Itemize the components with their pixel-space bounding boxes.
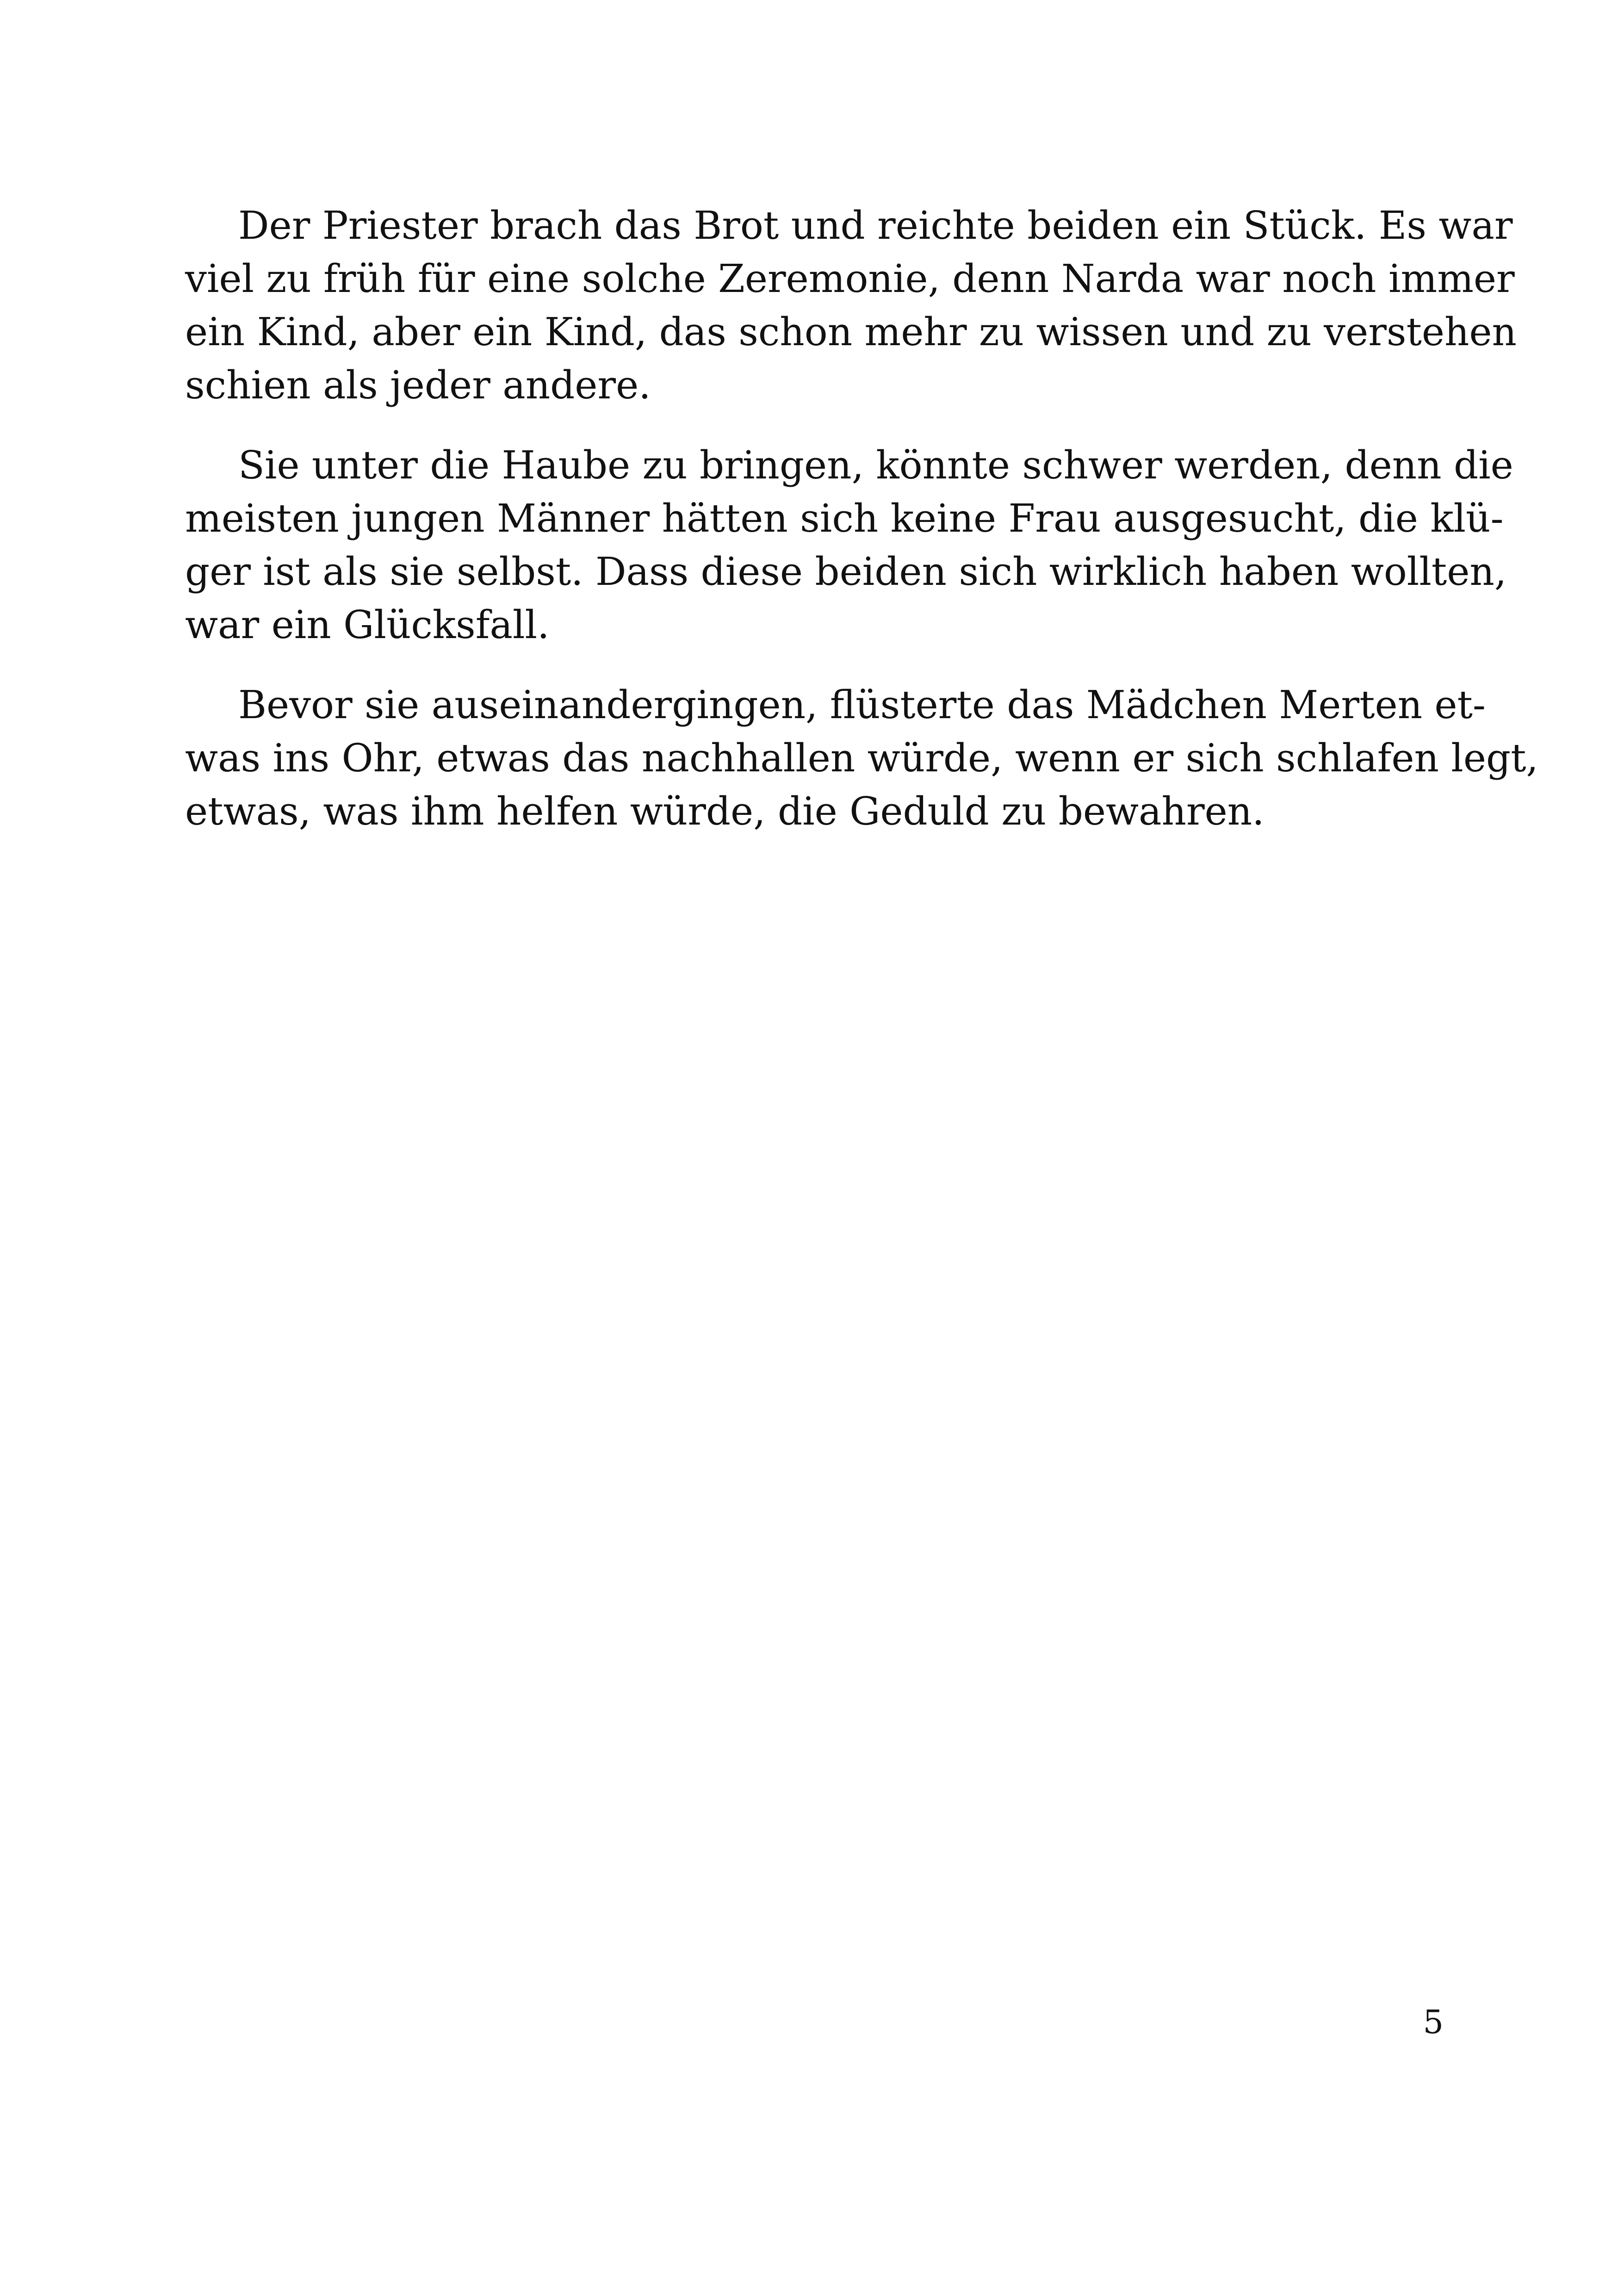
text-line: was ins Ohr, etwas das nachhallen würde, wenn er sich schlafen legt, xyxy=(185,736,1538,781)
page-number: 5 xyxy=(1423,2003,1444,2041)
text-line: Sie unter die Haube zu bringen, könnte schwer werden, denn die xyxy=(238,443,1513,488)
paragraph xyxy=(185,199,1517,412)
paragraph-spacer xyxy=(185,652,1444,678)
text-line: ein Kind, aber ein Kind, das schon mehr zu wissen und zu verstehen xyxy=(185,310,1517,354)
text-line: meisten jungen Männer hätten sich keine Frau ausgesucht, die klü- xyxy=(185,496,1504,541)
paragraph-spacer xyxy=(185,412,1444,439)
text-line: etwas, was ihm helfen würde, die Geduld zu bewahren. xyxy=(185,789,1265,834)
text-line: ger ist als sie selbst. Dass diese beiden sich wirklich haben wollten, xyxy=(185,549,1507,594)
body-text xyxy=(185,199,1538,838)
text-line: war ein Glücksfall. xyxy=(185,602,550,647)
paragraph xyxy=(185,678,1538,838)
paragraph xyxy=(185,439,1513,652)
text-line: Der Priester brach das Brot und reichte beiden ein Stück. Es war xyxy=(238,203,1513,248)
text-line: Bevor sie auseinandergingen, flüsterte das Mädchen Merten et- xyxy=(238,683,1486,727)
text-line: viel zu früh für eine solche Zeremonie, denn Narda war noch immer xyxy=(185,256,1515,301)
text-line: schien als jeder andere. xyxy=(185,363,651,408)
